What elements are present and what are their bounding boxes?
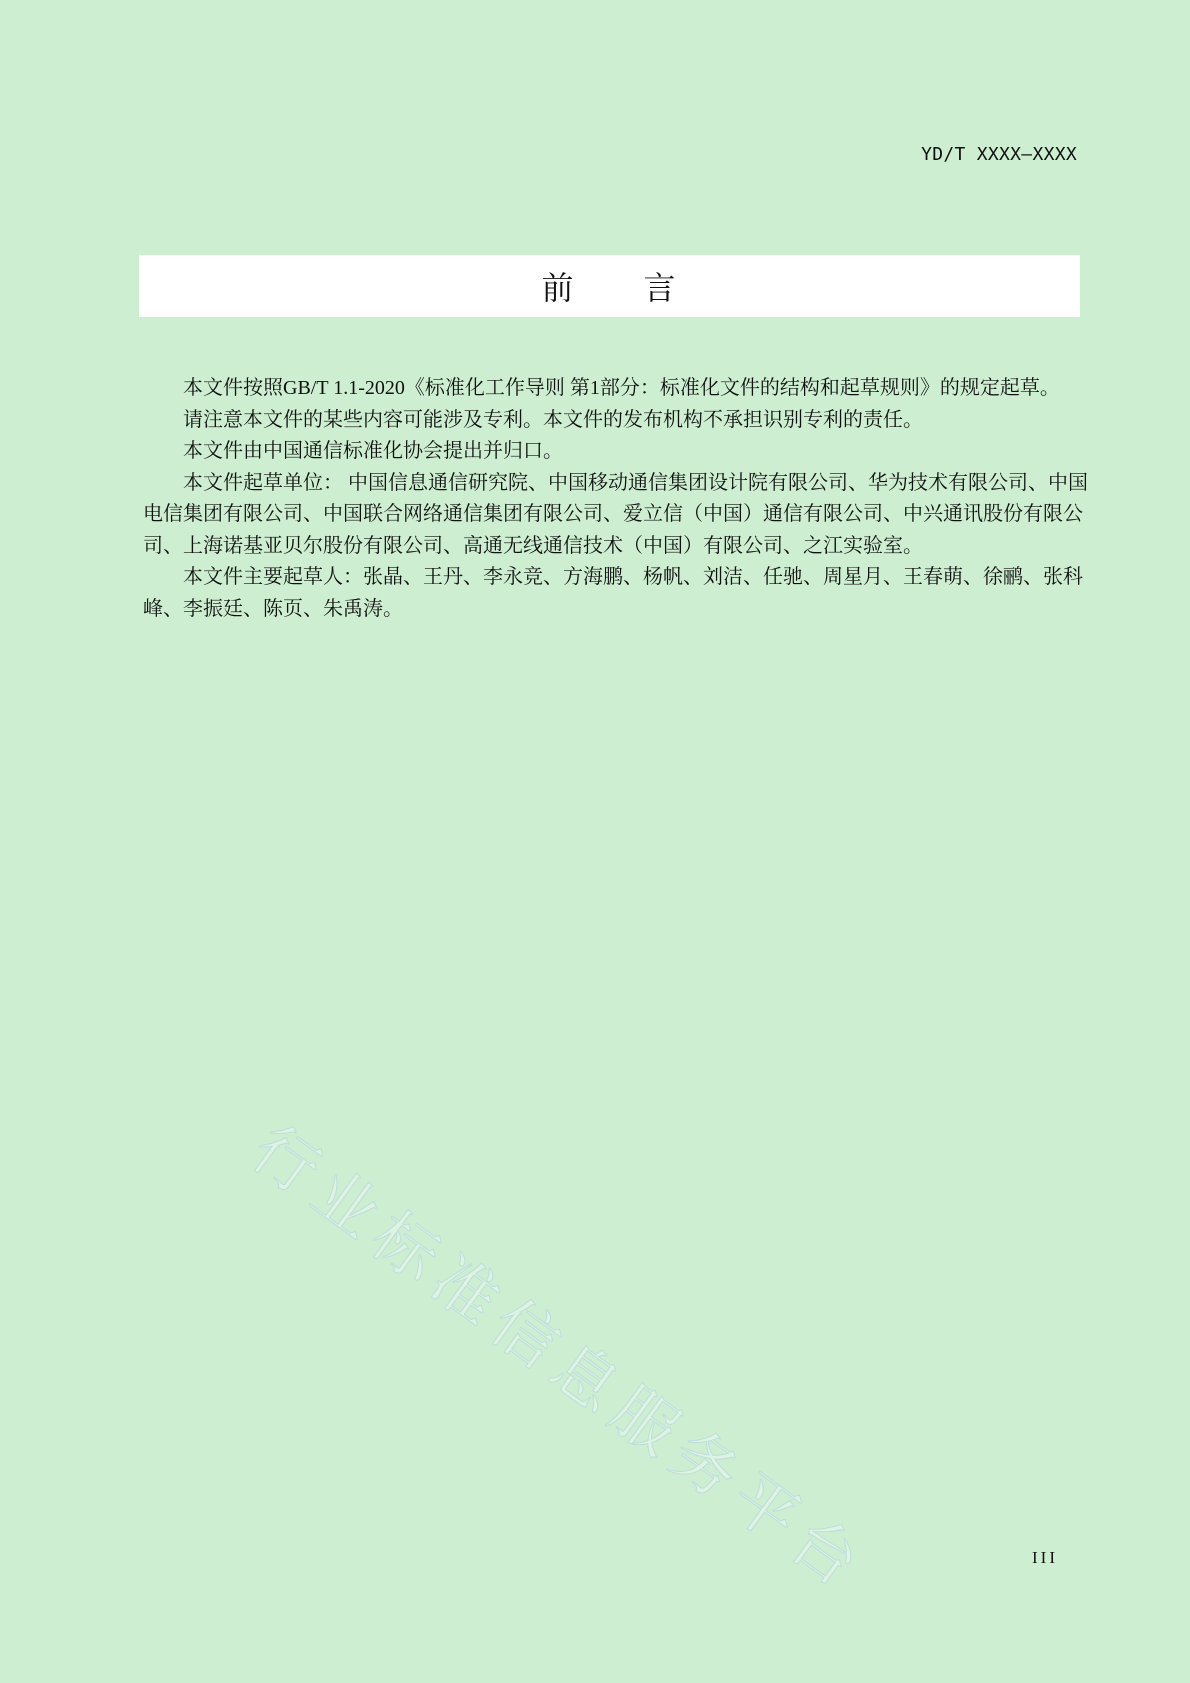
title-bar — [139, 255, 1080, 317]
document-code: YD/T XXXX—XXXX — [921, 144, 1077, 165]
paragraph-drafting-rules: 本文件按照GB/T 1.1-2020《标准化工作导则 第1部分：标准化文件的结构和起草规则》的规定起草。 — [183, 377, 1060, 399]
page-number: III — [1032, 1548, 1058, 1567]
paragraph-drafting-units: 本文件起草单位： 中国信息通信研究院、中国移动通信集团设计院有限公司、华为技术有限公司、中国电信集团有限公司、中国联合网络通信集团有限公司、爱立信（中国）通信有限公司、中兴通讯股份有限公司、上海诺基亚贝尔股份有限公司、高通无线通信技术（中国）有限公司、之江实验室。 — [143, 471, 1088, 557]
section-title: 前 言 — [541, 269, 678, 307]
paragraph-drafters: 本文件主要起草人：张晶、王丹、李永竞、方海鹏、杨帆、刘洁、任驰、周星月、王春萌、徐鹂、张科峰、李振廷、陈页、朱禹涛。 — [143, 566, 1083, 620]
foreword-body — [143, 373, 1093, 625]
paragraph-patent-notice: 请注意本文件的某些内容可能涉及专利。本文件的发布机构不承担识别专利的责任。 — [183, 408, 923, 431]
paragraph-proposer: 本文件由中国通信标准化协会提出并归口。 — [183, 440, 563, 462]
watermark-text: 行业标准信息服务平台 — [237, 1112, 880, 1607]
